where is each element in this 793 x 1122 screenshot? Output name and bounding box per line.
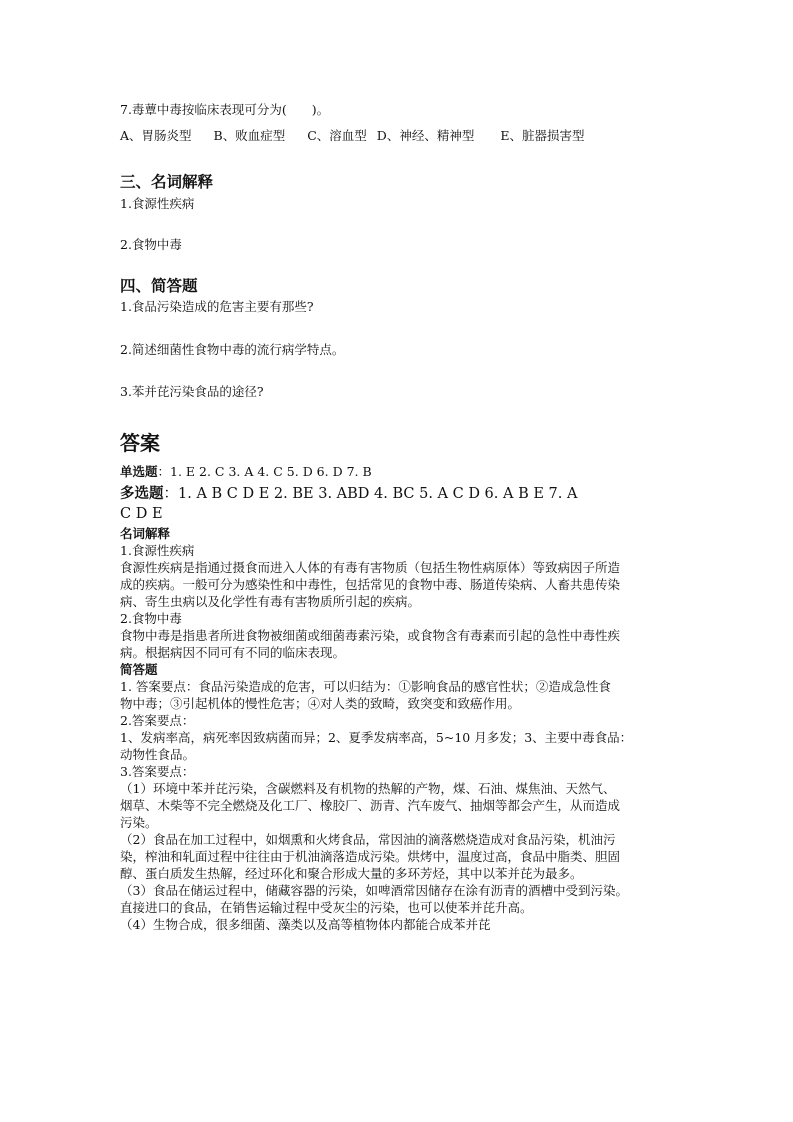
single-choice-label: 单选题	[120, 464, 158, 479]
short3-answer-line: 烟草、木柴等不完全燃烧及化工厂、橡胶厂、沥青、汽车废气、抽烟等都会产生，从而造成	[120, 798, 621, 813]
short3-answer-line: （2）食品在加工过程中，如烟熏和火烤食品，常因油的滴落燃烧造成对食品污染，机油污	[120, 832, 616, 847]
short1-answer-line: 1. 答案要点：食品污染造成的危害，可以归结为：①影响食品的感官性状；②造成急性食	[120, 679, 611, 694]
short-question-2: 2.简述细菌性食物中毒的流行病学特点。	[120, 342, 345, 357]
short3-answer-line: （3）食品在储运过程中，储藏容器的污染，如啤酒常因储存在涂有沥青的酒槽中受到污染。	[120, 883, 628, 898]
term-question-1: 1.食源性疾病	[120, 196, 195, 211]
option-b: B、败血症型	[213, 128, 286, 143]
short1-answer-line: 物中毒；③引起机体的慢性危害；④对人类的致畸，致突变和致癌作用。	[120, 696, 521, 711]
multi-choice-values-line1: ：1. A B C D E 2. BE 3. ABD 4. BC 5. A C D 6. A B E 7. A	[163, 486, 578, 502]
short3-answer-line: （1）环境中苯并芘污染，含碳燃料及有机物的热解的产物，煤、石油、煤焦油、天然气、	[120, 781, 616, 796]
short3-answer-line: 直接进口的食品，在销售运输过程中受灰尘的污染，也可以使苯并芘升高。	[120, 900, 533, 915]
multi-choice-label: 多选题	[120, 486, 164, 502]
answers-title: 答案	[120, 431, 160, 455]
term2-answer-title: 2.食物中毒	[120, 611, 182, 626]
answers-body	[120, 525, 676, 933]
short-question-3: 3.苯并芘污染食品的途径?	[120, 384, 264, 399]
term1-answer-line: 成的疾病。一般可分为感染性和中毒性，包括常见的食物中毒、肠道传染病、人畜共患传染	[120, 577, 621, 592]
short3-answer-line: 醇、蛋白质发生热解，经过环化和聚合形成大量的多环芳烃，其中以苯并芘为最多。	[120, 866, 583, 881]
option-d: D、神经、精神型	[376, 128, 475, 143]
section-4-title: 四、简答题	[120, 277, 198, 295]
option-a: A、胃肠炎型	[120, 128, 192, 143]
term2-answer-line: 食物中毒是指患者所进食物被细菌或细菌毒素污染，或食物含有毒素而引起的急性中毒性疾	[120, 628, 621, 643]
question-7-options	[120, 127, 584, 144]
short2-answer-line: 1、发病率高，病死率因致病菌而异；2、夏季发病率高，5~10 月多发；3、主要中毒食品：	[120, 730, 633, 745]
short-question-1: 1.食品污染造成的危害主要有那些?	[120, 299, 314, 314]
short3-answer-line: 染，榨油和轧面过程中往往由于机油滴落造成污染。烘烤中，温度过高，食品中脂类、胆固	[120, 849, 621, 864]
short-answer-label: 简答题	[120, 662, 158, 677]
option-e: E、脏器损害型	[500, 128, 585, 143]
short3-answer-line: （4）生物合成，很多细菌、藻类以及高等植物体内都能合成苯并芘	[120, 917, 491, 932]
section-3-title: 三、名词解释	[120, 173, 214, 191]
short3-answer-line: 污染。	[120, 815, 158, 830]
term-question-2: 2.食物中毒	[120, 237, 182, 252]
terms-answer-label: 名词解释	[120, 526, 171, 541]
short3-answer-title: 3.答案要点：	[120, 764, 195, 779]
short2-answer-line: 动物性食品。	[120, 747, 196, 762]
term1-answer-line: 食源性疾病是指通过摄食而进入人体的有毒有害物质（包括生物性病原体）等致病因子所造	[120, 560, 621, 575]
single-choice-answers	[120, 463, 372, 480]
single-choice-values: ：1. E 2. C 3. A 4. C 5. D 6. D 7. B	[157, 464, 372, 479]
option-c: C、溶血型	[307, 128, 367, 143]
short2-answer-title: 2.答案要点：	[120, 713, 195, 728]
term1-answer-title: 1.食源性疾病	[120, 543, 195, 558]
multi-choice-answers	[120, 485, 577, 504]
question-7-stem: 7.毒蕈中毒按临床表现可分为( )。	[120, 102, 330, 117]
multi-choice-values-line2: C D E	[120, 506, 163, 522]
term1-answer-line: 病、寄生虫病以及化学性有毒有害物质所引起的疾病。	[120, 594, 421, 609]
term2-answer-line: 病。根据病因不同可有不同的临床表现。	[120, 645, 346, 660]
